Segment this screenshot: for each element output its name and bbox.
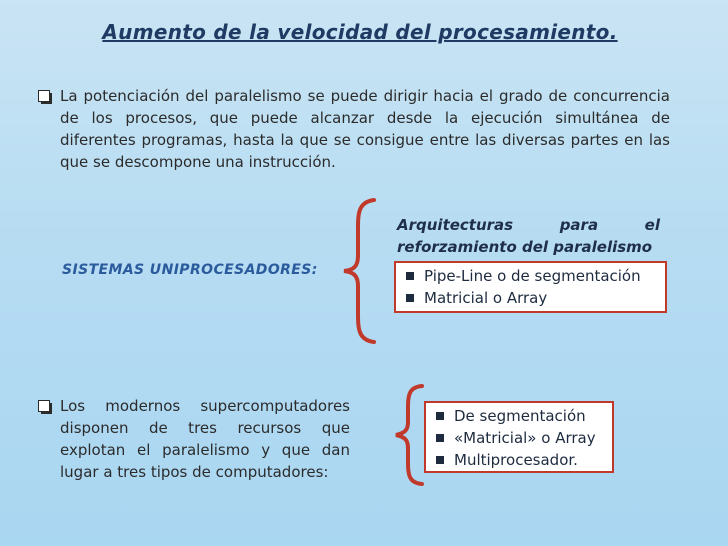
square-bullet-icon <box>436 412 444 420</box>
square-bullet-icon <box>406 272 414 280</box>
square-bullet-icon <box>436 434 444 442</box>
paragraph-supercomputers <box>38 395 350 483</box>
sistemas-uniprocesadores-label: SISTEMAS UNIPROCESADORES: <box>62 262 318 278</box>
list-item: Pipe-Line o de segmentación <box>402 265 659 287</box>
heading-word: para <box>559 216 599 234</box>
heading-line2: reforzamiento del paralelismo <box>397 238 653 256</box>
list-item: Multiprocesador. <box>432 449 606 471</box>
paragraph-concurrency <box>38 85 670 173</box>
list-item: Matricial o Array <box>402 287 659 309</box>
architectures-heading <box>397 214 660 258</box>
checkbox-bullet-icon <box>38 88 52 102</box>
paragraph-supercomputers-text: Los modernos supercomputadores disponen de tres recursos que explotan el paralelismo y que dan lugar a tres tipos de computadores: <box>60 397 350 481</box>
square-bullet-icon <box>436 456 444 464</box>
list-item: De segmentación <box>432 405 606 427</box>
square-bullet-icon <box>406 294 414 302</box>
architectures-list-box <box>394 261 667 313</box>
curly-brace-icon <box>392 382 426 488</box>
computer-types-list-box <box>424 401 614 473</box>
paragraph-concurrency-text: La potenciación del paralelismo se puede dirigir hacia el grado de concurrencia de los procesos, que puede alcanzar desde la ejecución simultánea de diferentes programas, hasta la que se consigue entre las diversas partes en las que se descompone una instrucción. <box>60 87 670 171</box>
curly-brace-icon <box>340 196 380 346</box>
heading-word: el <box>644 216 660 234</box>
checkbox-bullet-icon <box>38 398 52 420</box>
list-item: «Matricial» o Array <box>432 427 606 449</box>
heading-word: Arquitecturas <box>397 216 514 234</box>
page-title: Aumento de la velocidad del procesamiento. <box>102 20 618 44</box>
